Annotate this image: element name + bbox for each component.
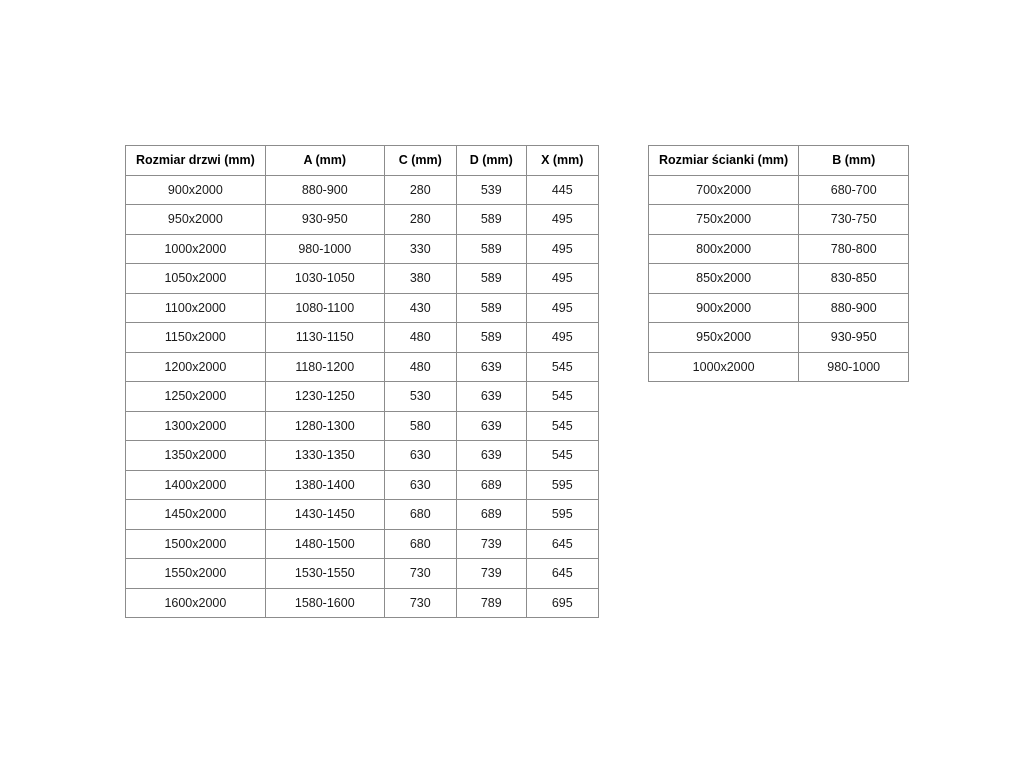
door-sizes-cell: 595 [526,500,598,530]
door-sizes-cell: 1580-1600 [265,588,384,618]
table-row [126,234,599,264]
door-sizes-cell: 639 [456,411,526,441]
wall-sizes-cell: 780-800 [799,234,909,264]
wall-sizes-table [648,145,909,382]
door-sizes-cell: 1330-1350 [265,441,384,471]
door-sizes-cell: 1600x2000 [126,588,266,618]
door-sizes-cell: 445 [526,175,598,205]
door-sizes-cell: 645 [526,559,598,589]
door-sizes-cell: 495 [526,323,598,353]
door-sizes-column-header: A (mm) [265,146,384,176]
door-sizes-cell: 730 [384,559,456,589]
door-sizes-cell: 1280-1300 [265,411,384,441]
door-sizes-cell: 639 [456,352,526,382]
door-sizes-cell: 1380-1400 [265,470,384,500]
door-sizes-cell: 545 [526,382,598,412]
door-sizes-cell: 950x2000 [126,205,266,235]
door-sizes-cell: 1530-1550 [265,559,384,589]
table-row [649,205,909,235]
table-row [649,352,909,382]
door-sizes-table [125,145,599,618]
table-row [126,588,599,618]
table-row [649,175,909,205]
wall-sizes-column-header: Rozmiar ścianki (mm) [649,146,799,176]
wall-sizes-cell: 750x2000 [649,205,799,235]
door-sizes-cell: 639 [456,441,526,471]
table-row [126,293,599,323]
wall-sizes-cell: 880-900 [799,293,909,323]
door-sizes-cell: 589 [456,323,526,353]
door-sizes-cell: 789 [456,588,526,618]
table-row [126,205,599,235]
door-sizes-cell: 480 [384,352,456,382]
door-sizes-table-header [126,146,599,176]
door-sizes-cell: 1480-1500 [265,529,384,559]
door-sizes-cell: 589 [456,205,526,235]
door-sizes-cell: 1130-1150 [265,323,384,353]
door-sizes-cell: 1180-1200 [265,352,384,382]
table-row [649,264,909,294]
door-sizes-cell: 280 [384,175,456,205]
table-row [126,411,599,441]
table-row [126,175,599,205]
table-row [126,264,599,294]
wall-sizes-cell: 830-850 [799,264,909,294]
door-sizes-cell: 730 [384,588,456,618]
door-sizes-cell: 739 [456,529,526,559]
door-sizes-table-body [126,175,599,618]
table-row [649,234,909,264]
door-sizes-cell: 495 [526,234,598,264]
wall-sizes-header-row [649,146,909,176]
door-sizes-column-header: C (mm) [384,146,456,176]
door-sizes-cell: 930-950 [265,205,384,235]
door-sizes-cell: 589 [456,293,526,323]
wall-sizes-table-header [649,146,909,176]
wall-sizes-cell: 850x2000 [649,264,799,294]
door-sizes-cell: 530 [384,382,456,412]
door-sizes-cell: 1450x2000 [126,500,266,530]
wall-sizes-cell: 800x2000 [649,234,799,264]
door-sizes-cell: 680 [384,500,456,530]
door-sizes-cell: 589 [456,264,526,294]
door-sizes-cell: 645 [526,529,598,559]
door-sizes-cell: 1550x2000 [126,559,266,589]
door-sizes-column-header: D (mm) [456,146,526,176]
door-sizes-cell: 330 [384,234,456,264]
wall-sizes-cell: 900x2000 [649,293,799,323]
door-sizes-cell: 580 [384,411,456,441]
door-sizes-cell: 739 [456,559,526,589]
door-sizes-header-row [126,146,599,176]
door-sizes-cell: 689 [456,470,526,500]
door-sizes-cell: 1500x2000 [126,529,266,559]
table-row [126,352,599,382]
door-sizes-cell: 980-1000 [265,234,384,264]
table-row [126,441,599,471]
door-sizes-cell: 1400x2000 [126,470,266,500]
door-sizes-cell: 1350x2000 [126,441,266,471]
wall-sizes-cell: 700x2000 [649,175,799,205]
door-sizes-cell: 589 [456,234,526,264]
door-sizes-cell: 900x2000 [126,175,266,205]
door-sizes-cell: 1250x2000 [126,382,266,412]
door-sizes-cell: 1230-1250 [265,382,384,412]
door-sizes-cell: 1100x2000 [126,293,266,323]
table-row [649,293,909,323]
door-sizes-cell: 695 [526,588,598,618]
door-sizes-cell: 1430-1450 [265,500,384,530]
door-sizes-cell: 545 [526,441,598,471]
wall-sizes-table-body [649,175,909,382]
door-sizes-cell: 380 [384,264,456,294]
door-sizes-cell: 630 [384,441,456,471]
wall-sizes-cell: 730-750 [799,205,909,235]
door-sizes-cell: 1300x2000 [126,411,266,441]
door-sizes-cell: 1050x2000 [126,264,266,294]
door-sizes-column-header: Rozmiar drzwi (mm) [126,146,266,176]
wall-sizes-cell: 930-950 [799,323,909,353]
door-sizes-cell: 539 [456,175,526,205]
table-row [126,529,599,559]
door-sizes-cell: 1200x2000 [126,352,266,382]
door-sizes-cell: 280 [384,205,456,235]
table-row [126,382,599,412]
wall-sizes-cell: 1000x2000 [649,352,799,382]
wall-sizes-cell: 980-1000 [799,352,909,382]
door-sizes-cell: 680 [384,529,456,559]
door-sizes-cell: 595 [526,470,598,500]
table-row [649,323,909,353]
door-sizes-cell: 689 [456,500,526,530]
table-row [126,470,599,500]
door-sizes-cell: 1000x2000 [126,234,266,264]
door-sizes-cell: 430 [384,293,456,323]
door-sizes-cell: 1080-1100 [265,293,384,323]
door-sizes-cell: 495 [526,205,598,235]
door-sizes-cell: 880-900 [265,175,384,205]
door-sizes-cell: 545 [526,352,598,382]
door-sizes-cell: 495 [526,293,598,323]
table-row [126,559,599,589]
door-sizes-cell: 1030-1050 [265,264,384,294]
door-sizes-cell: 630 [384,470,456,500]
door-sizes-cell: 480 [384,323,456,353]
door-sizes-cell: 545 [526,411,598,441]
door-sizes-column-header: X (mm) [526,146,598,176]
table-row [126,323,599,353]
wall-sizes-cell: 950x2000 [649,323,799,353]
wall-sizes-column-header: B (mm) [799,146,909,176]
door-sizes-cell: 1150x2000 [126,323,266,353]
door-sizes-cell: 639 [456,382,526,412]
door-sizes-cell: 495 [526,264,598,294]
table-row [126,500,599,530]
wall-sizes-cell: 680-700 [799,175,909,205]
